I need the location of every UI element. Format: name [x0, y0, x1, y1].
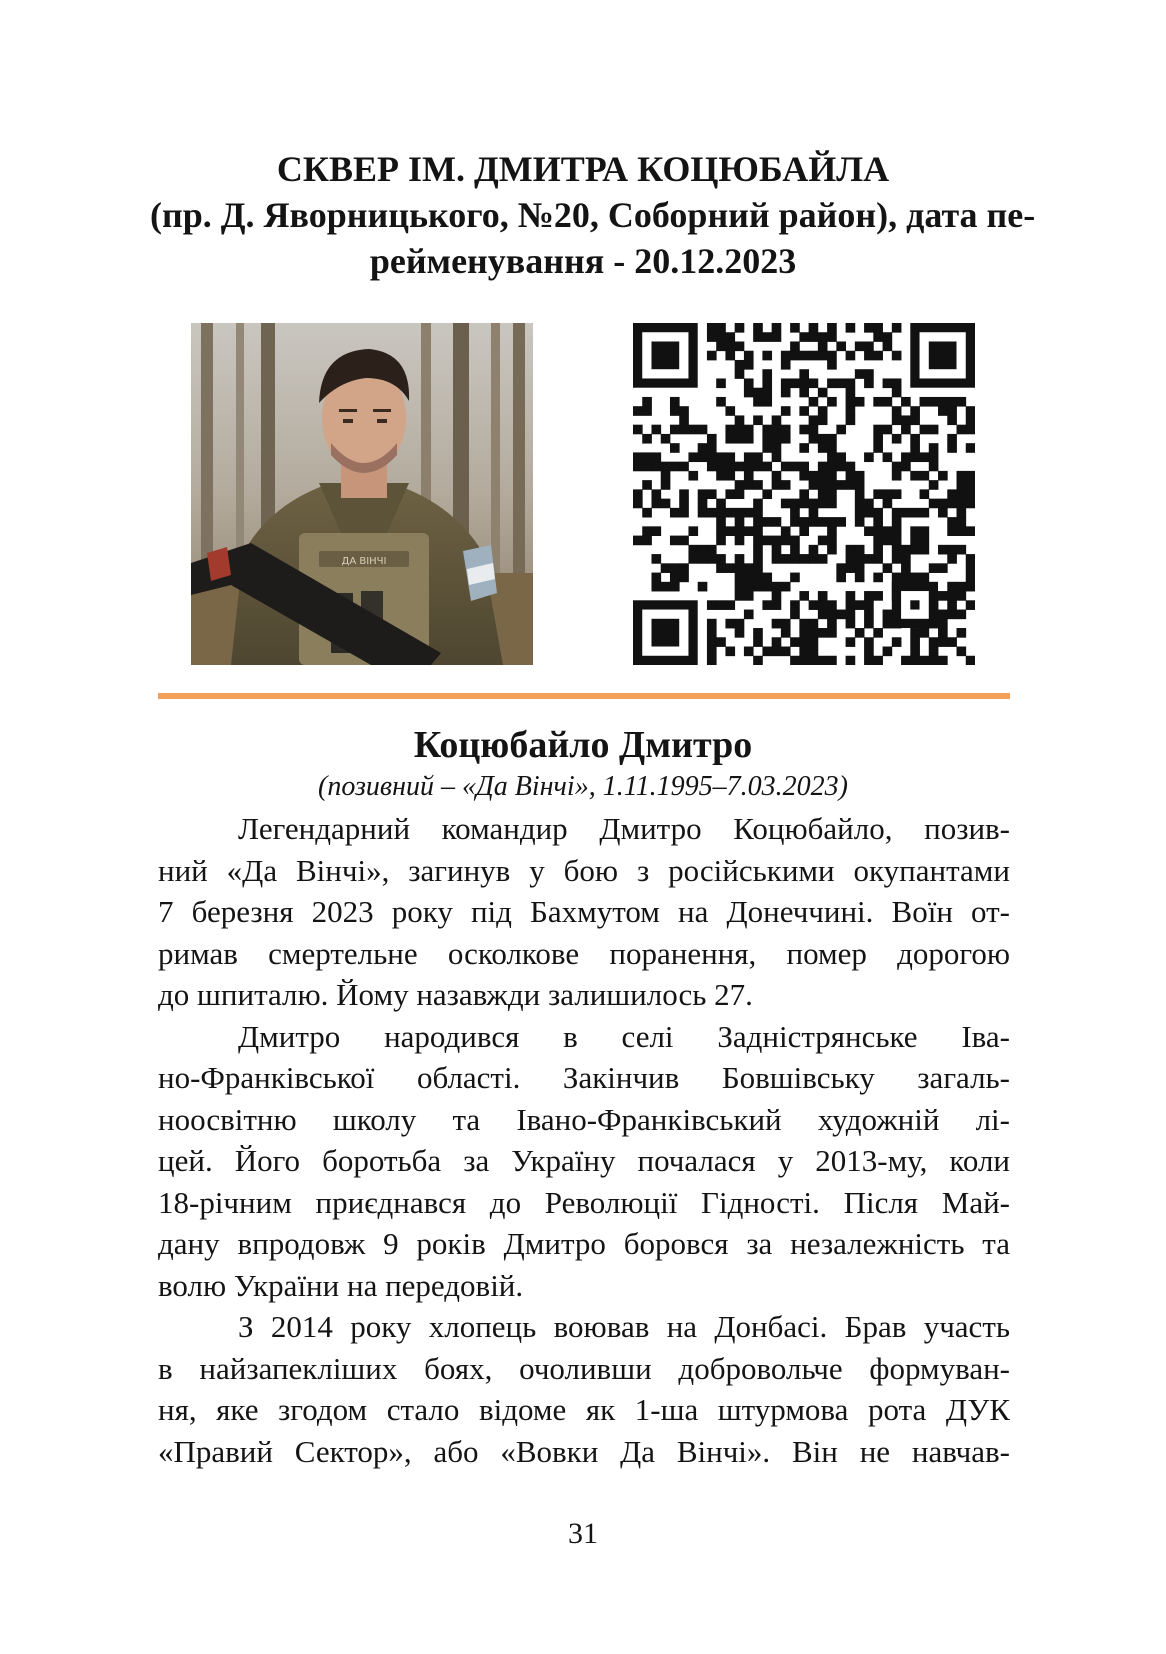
text-line: Дмитро народився в селі Задністрянське Іва-: [238, 1018, 1010, 1054]
text-line: 7 березня 2023 року під Бахмутом на Донеччині. Воїн от-: [158, 894, 1010, 929]
heading-line: СКВЕР ІМ. ДМИТРА КОЦЮБАЙЛА: [276, 149, 890, 189]
qr-code[interactable]: [633, 323, 975, 665]
heading-line: (пр. Д. Яворницького, №20, Соборний район), дата пе-: [150, 195, 1036, 235]
text-line: но-Франківської області. Закінчив Бовшівську загаль-: [158, 1060, 1010, 1095]
text-line: цей. Його боротьба за Україну почалася у 2013-му, коли: [158, 1143, 1010, 1178]
portrait-photo: [191, 323, 533, 665]
text-line: 18-річним приєднався до Революції Гідності. Після Май-: [158, 1184, 1010, 1220]
text-line: ня, яке згодом стало відоме як 1-ша штурмова рота ДУК: [158, 1392, 1010, 1427]
text-line: волю України на передовій.: [158, 1267, 524, 1303]
person-name: Коцюбайло Дмитро: [413, 724, 753, 766]
patch-label: ДА ВІНЧІ: [341, 556, 387, 567]
text-line: З 2014 року хлопець воював на Донбасі. Брав участь: [238, 1309, 1010, 1344]
text-line: дану впродовж 9 років Дмитро боровся за незалежність та: [158, 1226, 1010, 1261]
heading-line: рейменування - 20.12.2023: [369, 241, 797, 281]
section-divider: [158, 693, 1010, 699]
text-line: ноосвітню школу та Івано-Франківський художній лі-: [158, 1101, 1010, 1137]
text-line: «Правий Сектор», або «Вовки Да Вінчі». Він не навчав-: [158, 1433, 1010, 1469]
text-line: ний «Да Вінчі», загинув у бою з російськими окупантами: [158, 852, 1010, 888]
person-callsign-dates: (позивний – «Да Вінчі», 1.11.1995–7.03.2023): [318, 771, 848, 802]
biography-text: [158, 808, 1010, 1472]
paragraph: [158, 1016, 1010, 1307]
paragraph: [158, 808, 1010, 1016]
page-heading: [150, 146, 1036, 284]
page-number: 31: [568, 1517, 598, 1550]
text-line: в найзапекліших боях, очоливши добровольче формуван-: [158, 1350, 1010, 1386]
text-line: римав смертельне осколкове поранення, помер дорогою: [158, 935, 1010, 971]
text-line: до шпиталю. Йому назавжди залишилось 27.: [158, 977, 753, 1012]
paragraph: [158, 1306, 1010, 1472]
text-line: Легендарний командир Дмитро Коцюбайло, позив-: [238, 811, 1010, 846]
